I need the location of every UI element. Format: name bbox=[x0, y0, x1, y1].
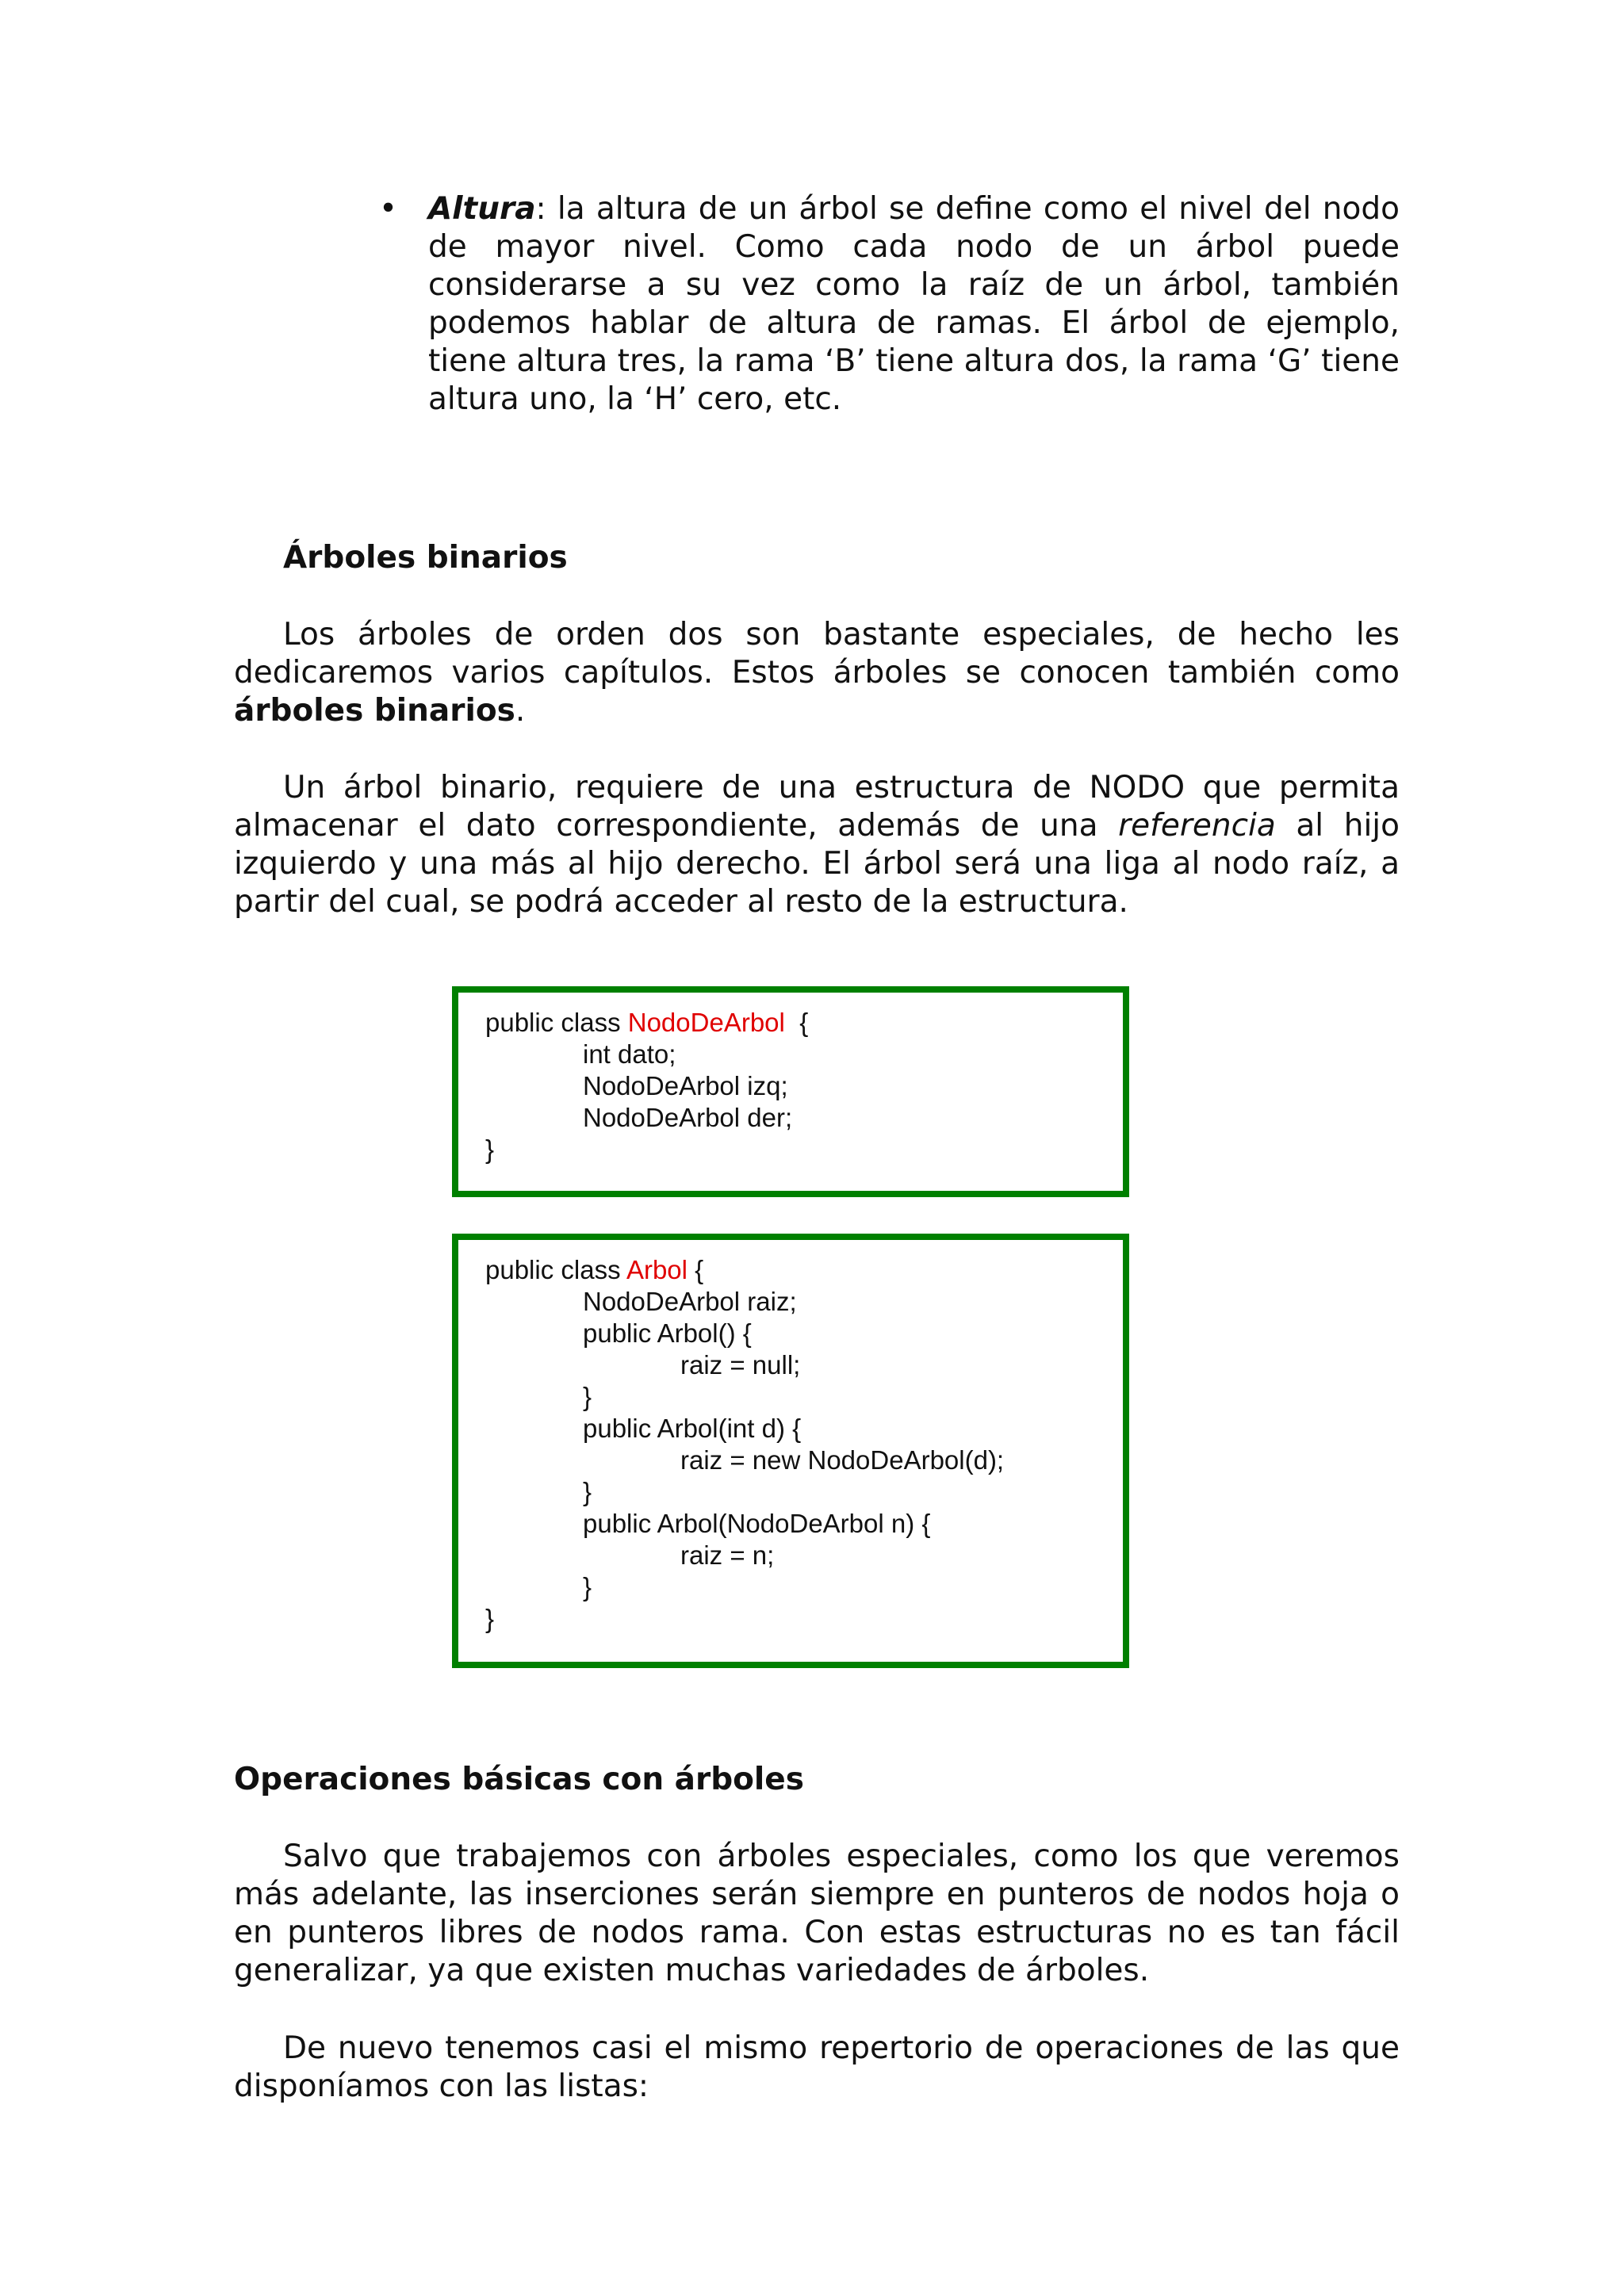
code-line: } bbox=[583, 1477, 592, 1506]
code-line: raiz = null; bbox=[680, 1350, 801, 1380]
code-line: NodoDeArbol raiz; bbox=[583, 1287, 797, 1316]
heading-operaciones-basicas: Operaciones básicas con árboles bbox=[234, 1762, 804, 1797]
code-keyword: public class bbox=[485, 1255, 626, 1284]
code-line: public Arbol() { bbox=[583, 1318, 752, 1348]
paragraph-repertorio-operaciones: De nuevo tenemos casi el mismo repertorio de operaciones de las que disponíamos con las listas: bbox=[234, 2030, 1400, 2104]
code-brace: { bbox=[687, 1255, 704, 1284]
heading-arboles-binarios: Árboles binarios bbox=[283, 540, 568, 576]
class-name-arbol: Arbol bbox=[626, 1255, 688, 1284]
paragraph-text-end: al hijo izquierdo y una más al hijo derecho. El árbol será una liga al nodo raíz, a partir del cual, se podrá acceder al resto de la estructura. bbox=[234, 808, 1400, 920]
code-line bbox=[458, 1007, 1123, 1039]
paragraph-text: Los árboles de orden dos son bastante especiales, de hecho les dedicaremos varios capítulos. Estos árboles se conocen también como bbox=[234, 617, 1400, 691]
paragraph-arboles-orden-dos bbox=[234, 616, 1400, 730]
paragraph-text-end: . bbox=[515, 693, 526, 729]
code-box-arbol bbox=[452, 1234, 1129, 1668]
code-brace: { bbox=[784, 1008, 809, 1037]
bullet-text bbox=[428, 190, 1400, 419]
code-line: raiz = n; bbox=[680, 1540, 775, 1570]
paragraph-text: Un árbol binario, requiere de una estructura de NODO que permita almacenar el dato correspondiente, además de una bbox=[234, 770, 1400, 844]
paragraph-arbol-binario-nodo bbox=[234, 769, 1400, 921]
code-line: } bbox=[583, 1382, 592, 1411]
code-line: } bbox=[485, 1604, 495, 1633]
code-line: NodoDeArbol izq; bbox=[583, 1071, 788, 1100]
code-line: NodoDeArbol der; bbox=[583, 1103, 793, 1132]
code-line bbox=[458, 1254, 1123, 1286]
code-keyword: public class bbox=[485, 1008, 628, 1037]
code-line: } bbox=[485, 1135, 495, 1164]
code-box-nododearbol bbox=[452, 986, 1129, 1197]
code-line: public Arbol(NodoDeArbol n) { bbox=[583, 1509, 931, 1538]
bullet-body: : la altura de un árbol se define como el nivel del nodo de mayor nivel. Como cada nodo de un árbol puede considerarse a su vez como la raíz de un árbol, también podemos hablar de altura de ramas. El árbol de ejemplo, tiene altura tres, la rama ‘B’ tiene altura dos, la rama ‘G’ tiene altura uno, la ‘H’ cero, etc. bbox=[428, 191, 1400, 417]
class-name-nododearbol: NodoDeArbol bbox=[627, 1008, 785, 1037]
bullet-dot-icon: • bbox=[379, 191, 398, 227]
code-line: } bbox=[583, 1572, 592, 1601]
italic-term-referencia: referencia bbox=[1118, 808, 1276, 844]
bold-term-arboles-binarios: árboles binarios bbox=[234, 693, 515, 729]
code-line: public Arbol(int d) { bbox=[583, 1414, 802, 1443]
bullet-term: Altura bbox=[428, 191, 536, 227]
code-line: int dato; bbox=[583, 1039, 676, 1069]
code-line: raiz = new NodoDeArbol(d); bbox=[680, 1445, 1005, 1475]
paragraph-inserciones: Salvo que trabajemos con árboles especiales, como los que veremos más adelante, las inserciones serán siempre en punteros de nodos hoja o en punteros libres de nodos rama. Con estas estructuras no es tan fácil generalizar, ya que existen muchas variedades de árboles. bbox=[234, 1839, 1400, 1988]
